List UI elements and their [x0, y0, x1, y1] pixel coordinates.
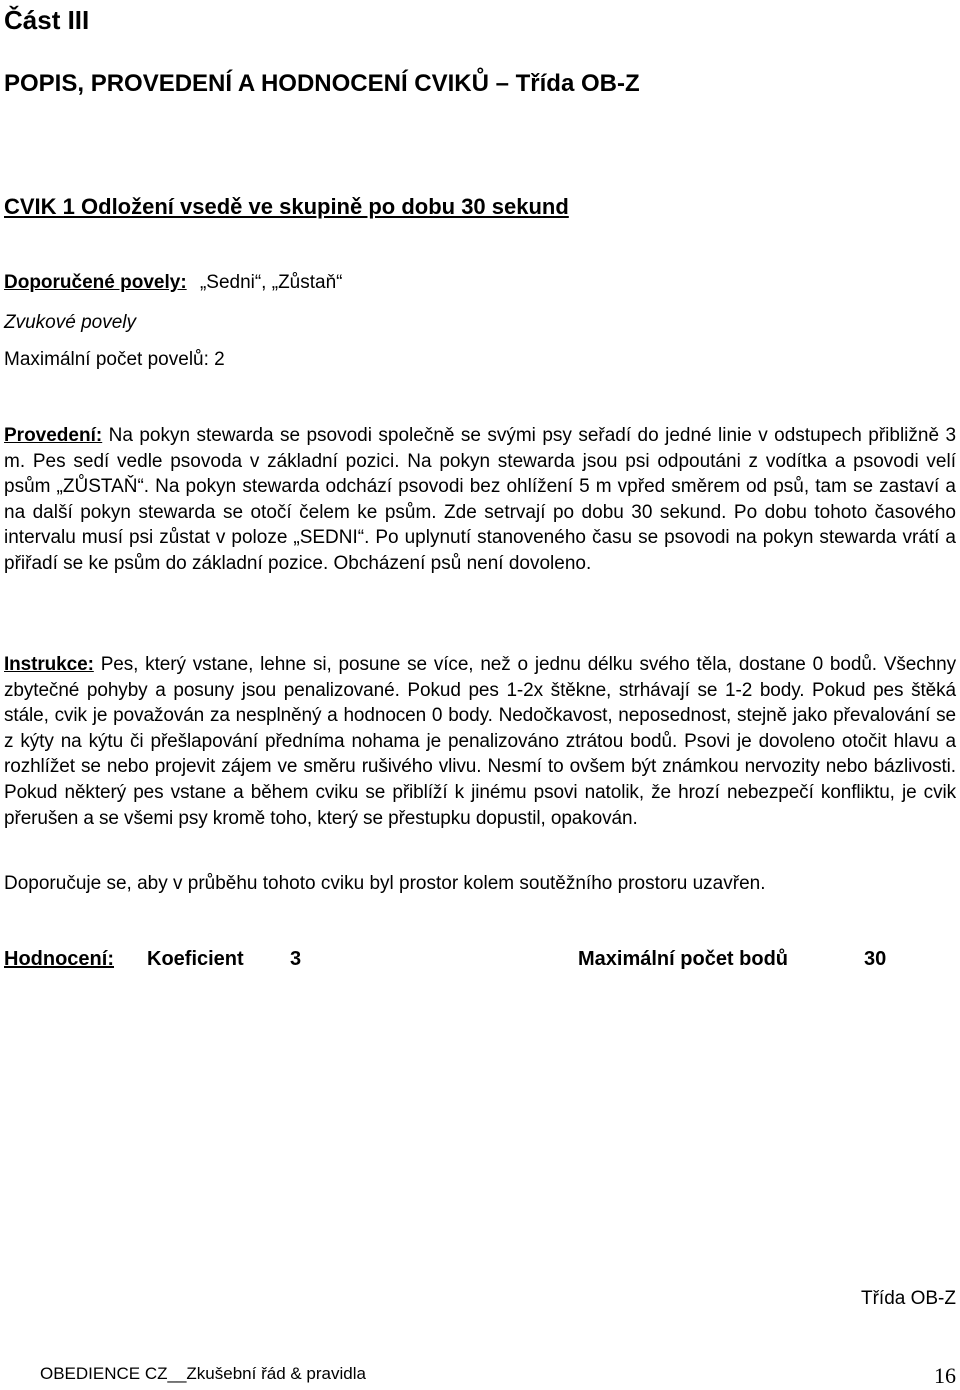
instructions-label: Instrukce:: [4, 654, 94, 675]
max-commands: Maximální počet povelů: 2: [4, 349, 225, 370]
recommended-commands-value: „Sedni“, „Zůstaň“: [199, 272, 343, 293]
recommended-commands-label: Doporučené povely:: [4, 272, 187, 293]
evaluation-row: [4, 944, 956, 974]
coefficient-label: Koeficient: [147, 948, 244, 970]
max-points-value: 30: [864, 948, 887, 970]
instructions-text: Pes, který vstane, lehne si, posune se více, než o jednu délku svého těla, dostane 0 bodů. Všechny zbytečné pohyby a posuny jsou penalizované. Pokud pes 1-2x štěkne, strhávají se 1-2 body. Pokud pes štěká stále, cvik je považován za nesplněný a hodnocen 0 body. Nedočkavost, neposednost, stejně jako převalování se z kýty na kýtu či přešlapování předníma nohama je penalizováno ztrátou bodů. Psovi je dovoleno otočit hlavu a rozhlížet se nebo projevit zájem ve směru rušivého vlivu. Nesmí to ovšem být známkou nervozity nebo bázlivosti. Pokud některý pes vstane a během cviku se přiblíží k jinému psovi natolik, že hrozí nebezpečí konfliktu, je cvik přerušen a se všemi psy kromě toho, který se přestupku dopustil, opakován.: [4, 654, 957, 829]
exercise-title: CVIK 1 Odložení vsedě ve skupině po dobu 30 sekund: [4, 194, 569, 219]
part-title: Část III: [4, 5, 90, 35]
max-points-label: Maximální počet bodů: [578, 948, 789, 970]
recommendation: Doporučuje se, aby v průběhu tohoto cviku byl prostor kolem soutěžního prostoru uzavřen.: [4, 873, 766, 894]
document-footer: OBEDIENCE CZ__Zkušební řád & pravidla: [40, 1364, 366, 1383]
evaluation-label: Hodnocení:: [4, 948, 114, 970]
main-title: POPIS, PROVEDENÍ A HODNOCENÍ CVIKŮ – Třída OB-Z: [4, 70, 640, 97]
instructions-paragraph: [4, 652, 956, 831]
execution-paragraph: [4, 423, 956, 577]
execution-text: Na pokyn stewarda se psovodi společně se svými psy seřadí do jedné linie v odstupech přibližně 3 m. Pes sedí vedle psovoda v základní pozici. Na pokyn stewarda jsou psi odpoutáni z vodítka a psovodi velí psům „ZŮSTAŇ“. Na pokyn stewarda odchází psovodi bez ohlížení 5 m vpřed směrem od psů, tam se zastaví a na další pokyn stewarda se otočí čelem ke psům. Zde setrvají po dobu 30 sekund. Po dobu tohoto časového intervalu musí psi zůstat v poloze „SEDNI“. Po uplynutí stanoveného času se psovodi na pokyn stewarda vrátí a přiřadí se ke psům do základní pozice. Obcházení psů není dovoleno.: [4, 425, 957, 574]
class-footer: Třída OB-Z: [860, 1288, 956, 1309]
execution-label: Provedení:: [4, 425, 103, 446]
page-number: 16: [934, 1363, 956, 1388]
sound-commands: Zvukové povely: [4, 312, 137, 333]
recommended-commands: [4, 270, 342, 296]
coefficient-value: 3: [290, 948, 302, 970]
